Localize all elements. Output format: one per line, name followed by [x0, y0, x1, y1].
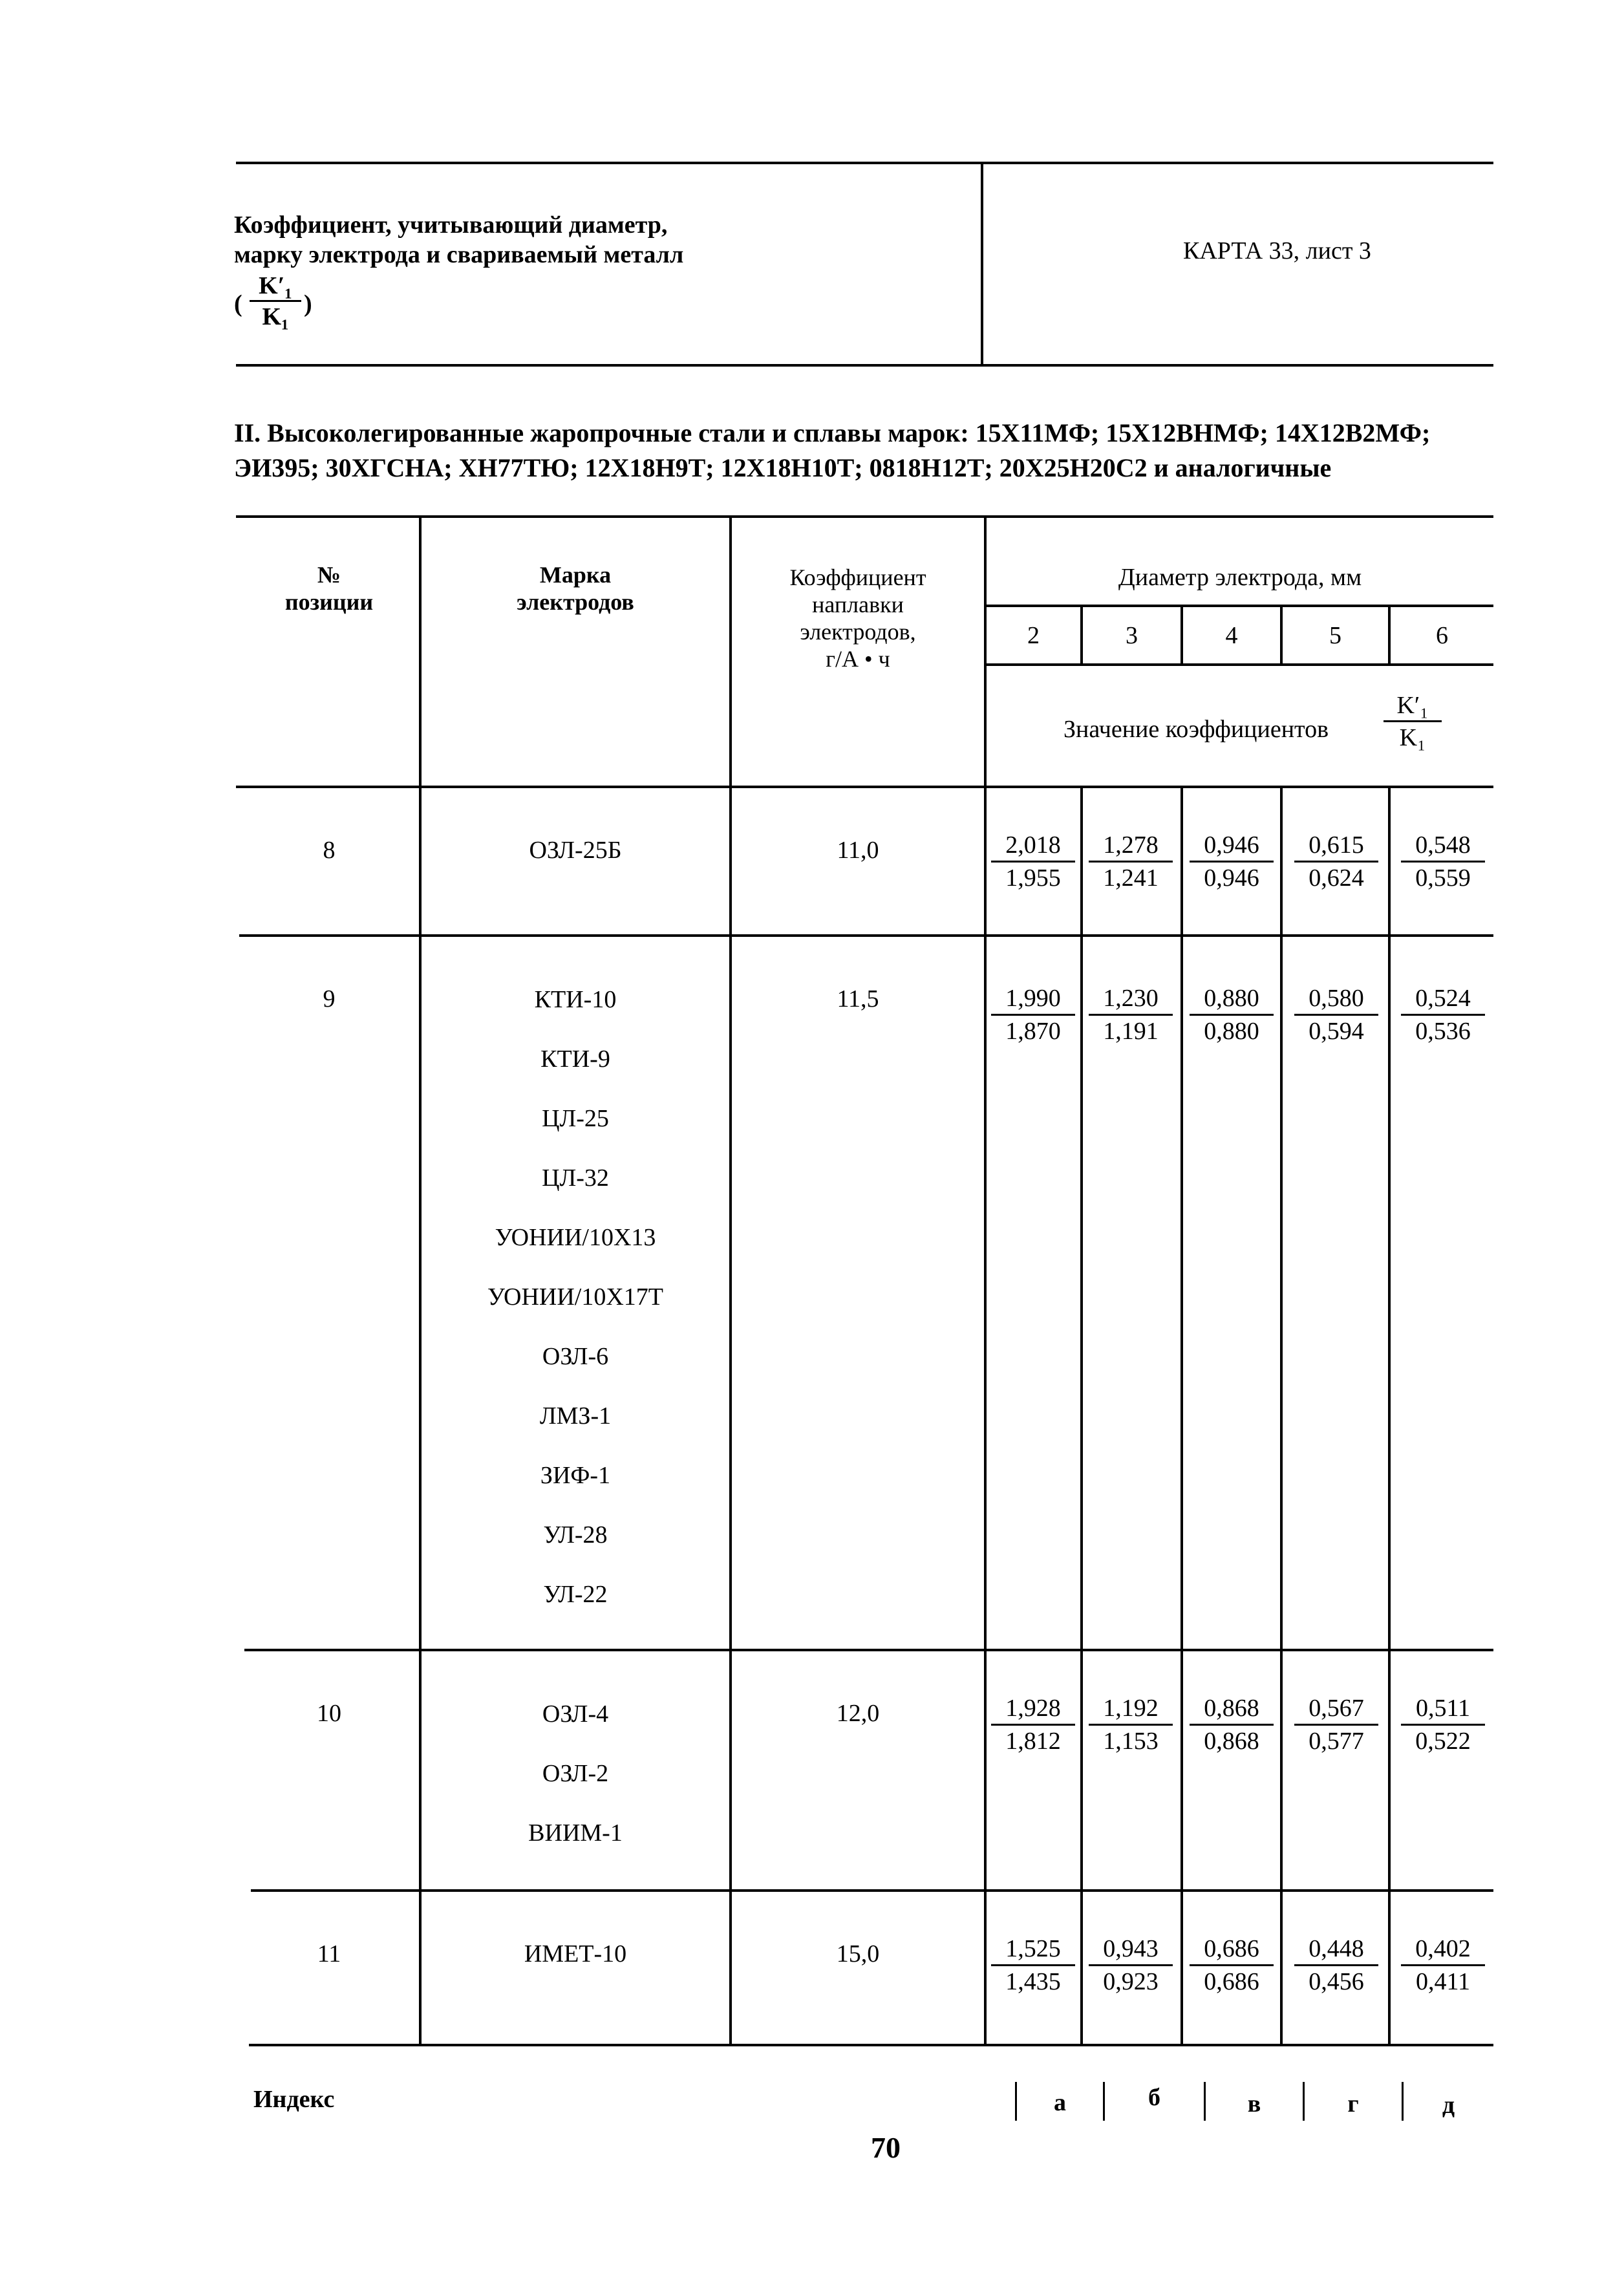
- diameter-4: 4: [1225, 622, 1238, 649]
- row-11-value-d: $\frac{0,448}{0,456}$: [1294, 1933, 1378, 1997]
- table-top-rule: [236, 515, 1493, 518]
- row-10-value-c: $\frac{0,868}{0,868}$: [1190, 1693, 1274, 1757]
- col-brand-header-l1: Марка: [539, 562, 612, 588]
- diameter-2: 2: [1027, 622, 1040, 649]
- row-10-value-b: $\frac{1,192}{1,153}$: [1089, 1693, 1173, 1757]
- intro-line1: II. Высоколегированные жаропрочные стали и сплавы марок: 15Х11МФ; 15Х12ВНМФ; 14Х12В2МФ;: [234, 418, 1431, 447]
- row-9-brand: ЗИФ-1: [540, 1462, 611, 1489]
- value-label-text: Значение коэффициентов: [1063, 716, 1329, 743]
- row-10-bottom-rule: [251, 1889, 1493, 1892]
- col-position-header-l1: №: [317, 562, 341, 588]
- row-9-brand: УОНИИ/10Х13: [495, 1224, 656, 1251]
- diameter-header-rule: [986, 605, 1493, 607]
- row-9-brand-list: [422, 985, 729, 1639]
- col-rule-2: [729, 515, 732, 2044]
- row-9-brand: УОНИИ/10Х17Т: [487, 1283, 663, 1311]
- row-9-brand: ЦЛ-32: [542, 1164, 609, 1192]
- col-coef-header-l2: наплавки: [812, 592, 904, 617]
- diameter-values-rule: [986, 663, 1493, 666]
- diameter-6: 6: [1436, 622, 1448, 649]
- value-label-numerator: K′₁: [1384, 691, 1442, 722]
- col-brand-header-l2: электродов: [517, 589, 634, 615]
- row-9-brand: ЛМЗ-1: [539, 1402, 612, 1430]
- row-8-brand: ОЗЛ-25Б: [529, 837, 622, 864]
- header-formula-numerator: K′₁: [250, 272, 301, 302]
- row-11-value-e: $\frac{0,402}{0,411}$: [1401, 1933, 1485, 1997]
- col-coef-header-l1: Коэффициент: [789, 564, 926, 590]
- row-10-position: 10: [317, 1700, 341, 1727]
- row-8-value-e: $\frac{0,548}{0,559}$: [1401, 830, 1485, 894]
- index-letter-d: г: [1347, 2090, 1359, 2117]
- row-8-coef: 11,0: [837, 837, 879, 864]
- row-10-value-a: $\frac{1,928}{1,812}$: [991, 1693, 1075, 1757]
- row-8-position: 8: [323, 837, 336, 864]
- row-9-value-e: $\frac{0,524}{0,536}$: [1401, 983, 1485, 1047]
- row-11-value-c: $\frac{0,686}{0,686}$: [1190, 1933, 1274, 1997]
- header-title-line2: марку электрода и свариваемый металл: [234, 241, 684, 268]
- index-label: Индекс: [253, 2086, 335, 2113]
- row-10-brand-list: [422, 1699, 729, 1878]
- table-bottom-rule: [249, 2044, 1493, 2046]
- index-letter-a: а: [1054, 2089, 1066, 2116]
- header-divider: [981, 162, 983, 365]
- body-rule-d: [1388, 786, 1391, 2044]
- diameter-header: Диаметр электрода, мм: [1118, 564, 1362, 591]
- row-9-position: 9: [323, 985, 336, 1013]
- diameter-3: 3: [1126, 622, 1138, 649]
- col-coef-header: [732, 564, 984, 672]
- col-coef-header-l3: электродов,: [800, 619, 916, 645]
- row-10-brand: ОЗЛ-4: [542, 1700, 609, 1728]
- index-letter-e: д: [1442, 2092, 1455, 2119]
- row-11-value-b: $\frac{0,943}{0,923}$: [1089, 1933, 1173, 1997]
- diameter-5: 5: [1329, 622, 1341, 649]
- header-formula-denominator: K₁: [262, 303, 289, 330]
- row-10-value-d: $\frac{0,567}{0,577}$: [1294, 1693, 1378, 1757]
- row-9-brand: ЦЛ-25: [542, 1105, 609, 1132]
- col-position-header: [239, 561, 419, 616]
- row-11-brand: ИМЕТ-10: [524, 1940, 627, 1967]
- row-9-brand: ОЗЛ-6: [542, 1343, 609, 1370]
- row-9-coef: 11,5: [837, 985, 879, 1013]
- card-label: КАРТА 33, лист 3: [1183, 237, 1371, 264]
- index-letter-b: б: [1148, 2084, 1160, 2111]
- col-coef-header-l4: г/А • ч: [826, 646, 890, 672]
- row-8-value-d: $\frac{0,615}{0,624}$: [1294, 830, 1378, 894]
- row-9-brand: УЛ-22: [543, 1581, 608, 1608]
- row-8-value-c: $\frac{0,946}{0,946}$: [1190, 830, 1274, 894]
- row-8-value-b: $\frac{1,278}{1,241}$: [1089, 830, 1173, 894]
- header-bottom-rule: [236, 364, 1493, 367]
- intro-line2: ЭИ395; 30ХГСНА; ХН77ТЮ; 12Х18Н9Т; 12Х18Н10Т; 0818Н12Т; 20Х25Н20С2 и аналогичные: [234, 453, 1332, 482]
- body-rule-b: [1181, 786, 1183, 2044]
- col-position-header-l2: позиции: [284, 589, 374, 615]
- row-8-bottom-rule: [239, 934, 1493, 937]
- index-letter-c: в: [1247, 2090, 1261, 2117]
- col-brand-header: [422, 561, 729, 616]
- header-title-line1: Коэффициент, учитывающий диаметр,: [234, 211, 668, 239]
- row-9-brand: КТИ-10: [534, 986, 617, 1013]
- row-9-brand: КТИ-9: [540, 1045, 610, 1073]
- row-9-brand: УЛ-28: [543, 1521, 608, 1549]
- row-11-coef: 15,0: [836, 1940, 880, 1967]
- row-9-value-c: $\frac{0,880}{0,880}$: [1190, 983, 1274, 1047]
- row-11-position: 11: [317, 1940, 341, 1967]
- body-rule-c: [1280, 786, 1283, 2044]
- header-top-rule: [236, 162, 1493, 164]
- row-9-bottom-rule: [244, 1649, 1493, 1651]
- row-10-coef: 12,0: [836, 1700, 880, 1727]
- row-9-value-a: $\frac{1,990}{1,870}$: [991, 983, 1075, 1047]
- table-header-bottom-rule: [236, 786, 1493, 788]
- row-8-value-a: $\frac{2,018}{1,955}$: [991, 830, 1075, 894]
- value-label-denominator: K₁: [1399, 724, 1426, 751]
- row-9-value-b: $\frac{1,230}{1,191}$: [1089, 983, 1173, 1047]
- body-rule-a: [1080, 786, 1083, 2044]
- row-9-value-d: $\frac{0,580}{0,594}$: [1294, 983, 1378, 1047]
- row-10-value-e: $\frac{0,511}{0,522}$: [1401, 1693, 1485, 1757]
- row-10-brand: ОЗЛ-2: [542, 1760, 609, 1787]
- col-rule-3: [984, 515, 987, 2044]
- page-number: 70: [871, 2131, 901, 2164]
- row-10-brand: ВИИМ-1: [528, 1819, 623, 1847]
- row-11-value-a: $\frac{1,525}{1,435}$: [991, 1933, 1075, 1997]
